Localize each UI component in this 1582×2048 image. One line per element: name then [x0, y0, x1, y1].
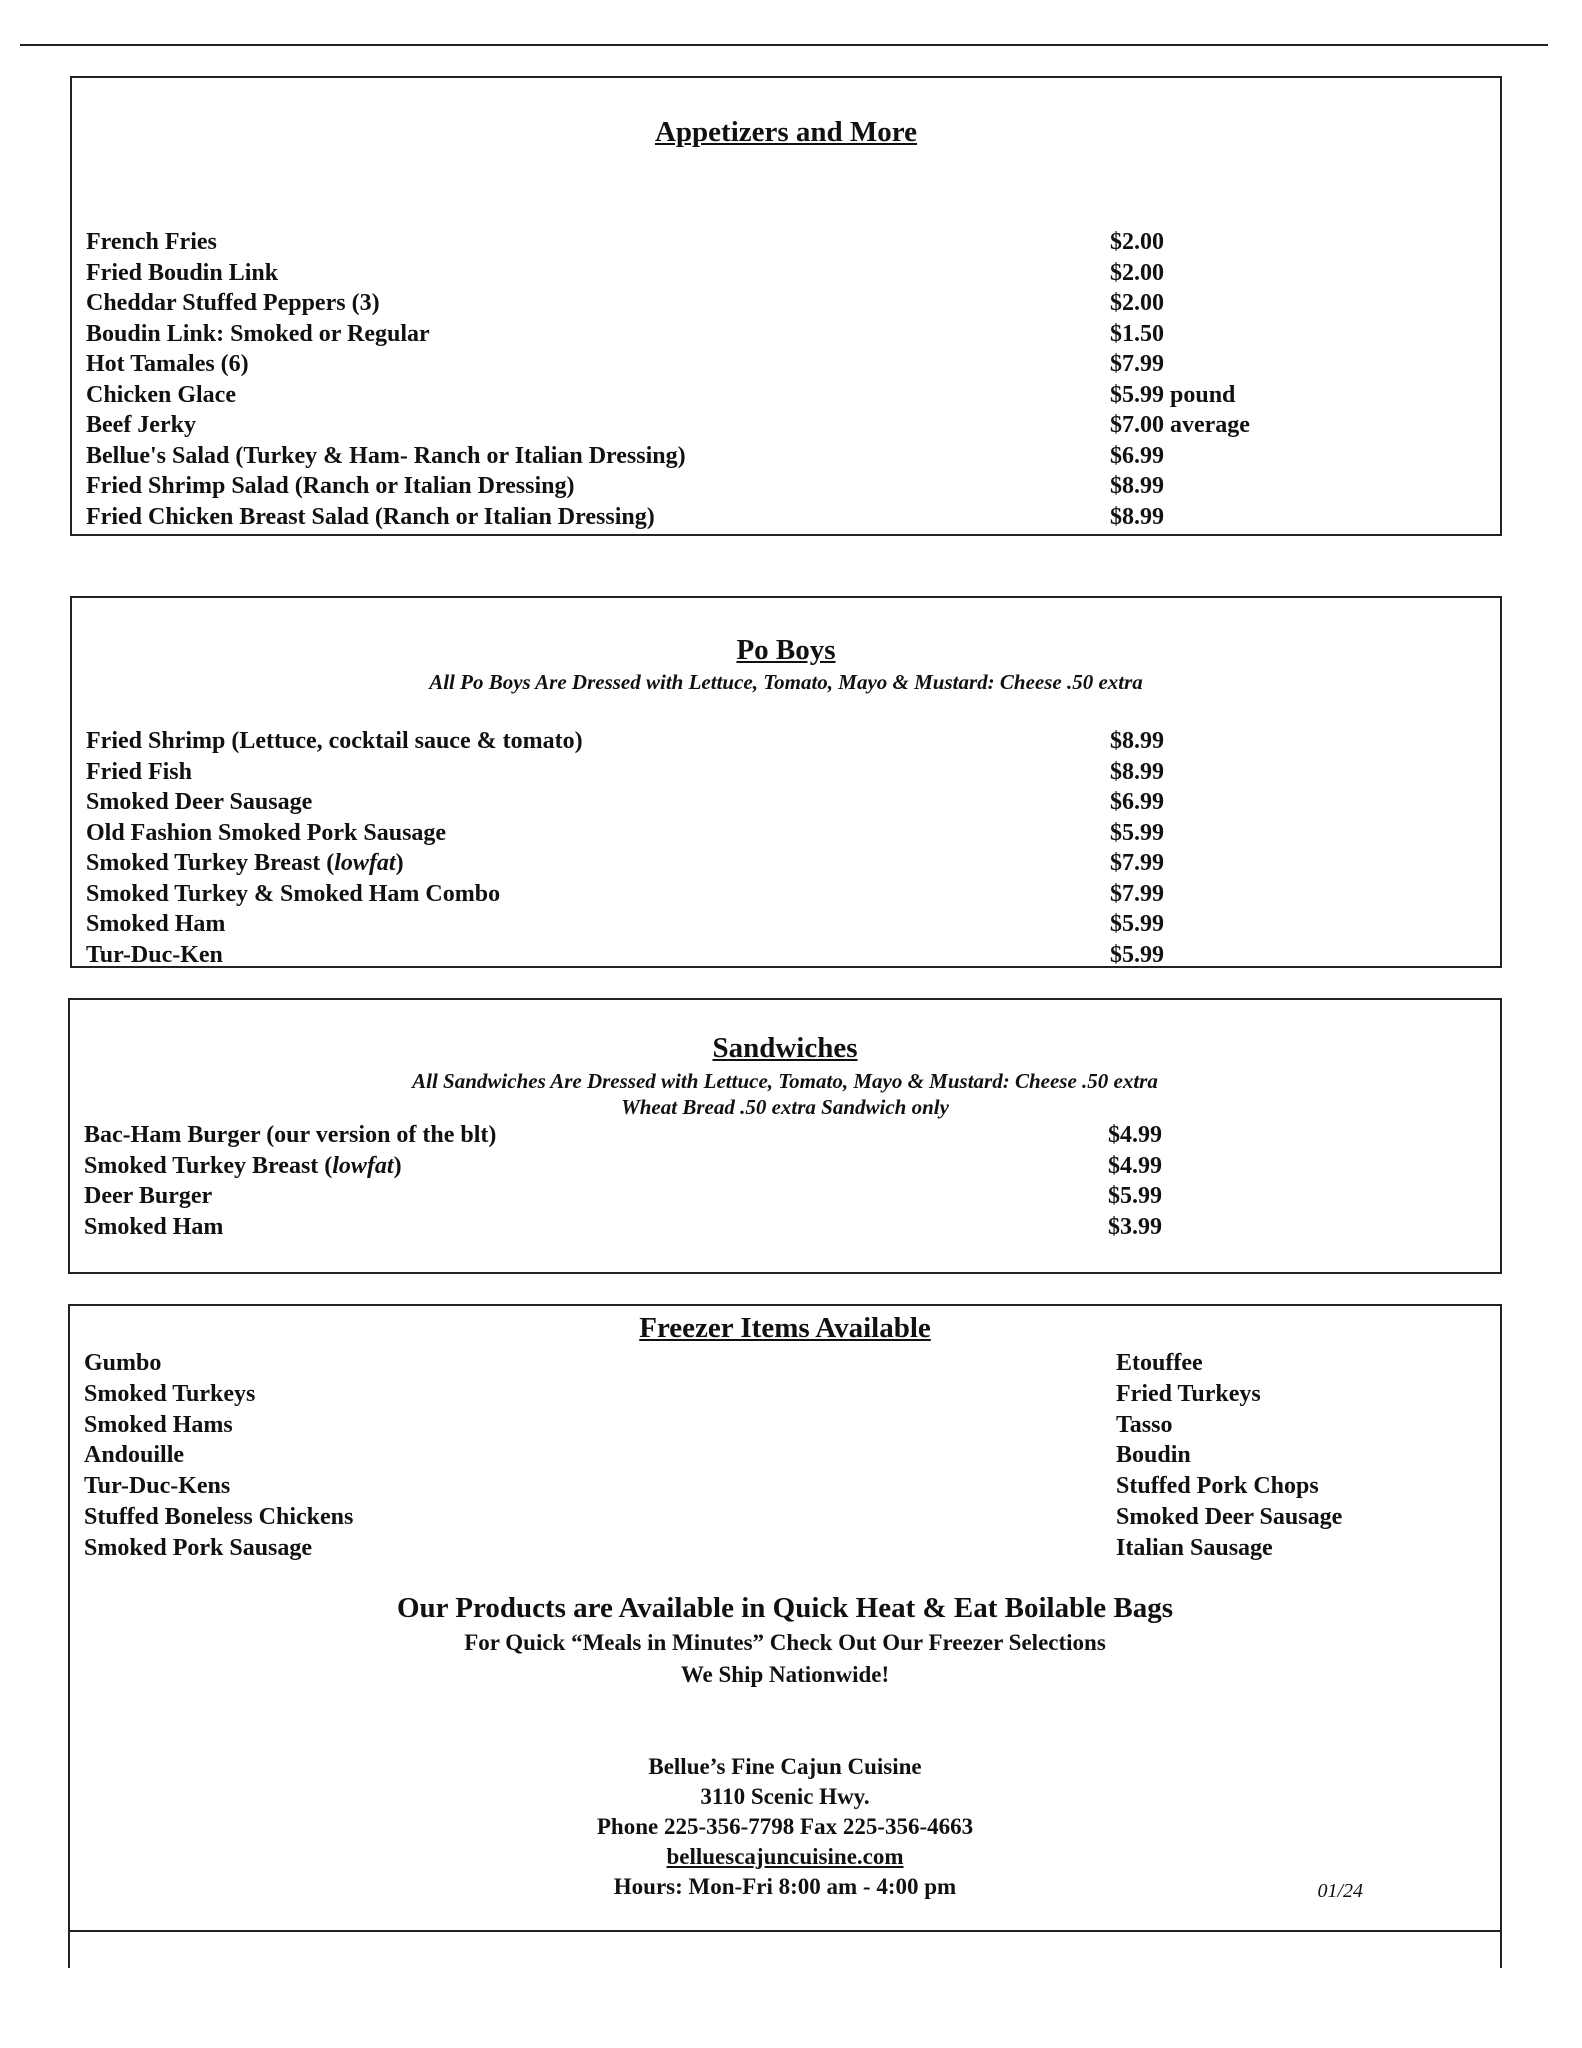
menu-item-price: $8.99 [1110, 728, 1164, 754]
menu-item-price: $4.99 [1108, 1122, 1162, 1148]
sandwiches-subtitle: All Sandwiches Are Dressed with Lettuce, Tomato, Mayo & Mustard: Cheese .50 extra [412, 1069, 1158, 1093]
menu-item [86, 818, 1486, 849]
business-address: 3110 Scenic Hwy. [700, 1784, 870, 1809]
freezer-item: Tasso [1116, 1411, 1173, 1438]
menu-item-name: Tur-Duc-Ken [86, 941, 223, 968]
revision-date: 01/24 [1317, 1880, 1363, 1902]
menu-item-name: Fried Shrimp (Lettuce, cocktail sauce & tomato) [86, 728, 583, 754]
menu-item-name: Fried Shrimp Salad (Ranch or Italian Dressing) [86, 473, 575, 499]
menu-item [86, 227, 1486, 258]
sandwiches-title: Sandwiches [712, 1032, 858, 1064]
menu-item-name: Smoked Ham [86, 911, 226, 937]
menu-item [84, 1181, 1486, 1212]
menu-item [86, 319, 1486, 350]
sandwiches-section [68, 998, 1502, 1274]
menu-item [86, 502, 1486, 533]
freezer-item: Tur-Duc-Kens [84, 1473, 231, 1500]
poboys-section [70, 596, 1502, 968]
freezer-item: Italian Sausage [1116, 1534, 1273, 1561]
menu-item-name: Bac-Ham Burger (our version of the blt) [84, 1122, 497, 1148]
freezer-list-left [84, 1348, 353, 1564]
menu-item-price: $5.99 [1110, 819, 1164, 846]
poboys-subtitle: All Po Boys Are Dressed with Lettuce, Tomato, Mayo & Mustard: Cheese .50 extra [429, 670, 1143, 694]
menu-item-price: $8.99 [1110, 473, 1164, 499]
menu-item [84, 1120, 1486, 1151]
menu-item [86, 940, 1486, 971]
menu-item-price: $7.00 average [1110, 412, 1250, 438]
menu-item-name: Fried Chicken Breast Salad (Ranch or Italian Dressing) [86, 503, 655, 530]
menu-item [86, 380, 1486, 411]
menu-item-price: $2.00 [1110, 290, 1164, 316]
business-phone-fax: Phone 225-356-7798 Fax 225-356-4663 [596, 1814, 974, 1839]
menu-item-name: French Fries [86, 229, 217, 255]
promo-headline: Our Products are Available in Quick Heat & Eat Boilable Bags [396, 1592, 1174, 1624]
menu-item [86, 258, 1486, 289]
freezer-item: Etouffee [1116, 1350, 1203, 1376]
freezer-list-right [1116, 1348, 1342, 1564]
freezer-item: Smoked Hams [84, 1411, 233, 1438]
poboys-list [86, 726, 1486, 970]
menu-item-name: Smoked Deer Sausage [86, 789, 313, 815]
menu-item-name: Fried Boudin Link [86, 259, 279, 286]
freezer-item: Fried Turkeys [1116, 1380, 1261, 1407]
menu-item-name: Chicken Glace [86, 381, 236, 408]
menu-item [84, 1212, 1486, 1243]
freezer-item: Gumbo [84, 1350, 162, 1376]
menu-item-price: $1.50 [1110, 320, 1164, 347]
menu-item-price: $5.99 pound [1110, 381, 1236, 408]
freezer-item: Smoked Turkeys [84, 1380, 256, 1407]
poboys-title: Po Boys [736, 634, 836, 666]
freezer-title: Freezer Items Available [639, 1312, 931, 1344]
menu-item-price: $6.99 [1110, 442, 1164, 469]
menu-item-price: $2.00 [1110, 229, 1164, 255]
promo-subline: For Quick “Meals in Minutes” Check Out Our Freezer Selections [464, 1630, 1106, 1655]
menu-item-name: Smoked Ham [84, 1213, 224, 1240]
menu-item-price: $4.99 [1108, 1152, 1162, 1179]
menu-item-price: $8.99 [1110, 503, 1164, 530]
freezer-item: Smoked Pork Sausage [84, 1534, 313, 1561]
menu-item-name: Old Fashion Smoked Pork Sausage [86, 819, 447, 846]
menu-item [86, 787, 1486, 818]
menu-item [86, 288, 1486, 319]
menu-item [84, 1151, 1486, 1182]
menu-item-name: Beef Jerky [86, 412, 196, 438]
menu-item-price: $8.99 [1110, 758, 1164, 785]
menu-item-price: $3.99 [1108, 1213, 1162, 1240]
appetizers-section [70, 76, 1502, 536]
freezer-item: Stuffed Pork Chops [1116, 1473, 1319, 1500]
menu-item [86, 726, 1486, 757]
menu-item-price: $5.99 [1108, 1183, 1162, 1209]
menu-item-name: Smoked Turkey Breast (lowfat) [84, 1152, 402, 1179]
menu-item-name: Deer Burger [84, 1183, 213, 1209]
menu-item-name: Cheddar Stuffed Peppers (3) [86, 290, 380, 316]
appetizers-title: Appetizers and More [654, 116, 918, 148]
menu-item-price: $6.99 [1110, 789, 1164, 815]
menu-item-name: Hot Tamales (6) [86, 351, 249, 377]
sandwiches-subtitle-wheat: Wheat Bread .50 extra Sandwich only [621, 1095, 949, 1119]
freezer-item: Boudin [1116, 1442, 1191, 1469]
freezer-item: Smoked Deer Sausage [1116, 1503, 1343, 1530]
menu-item [86, 879, 1486, 910]
menu-item [86, 471, 1486, 502]
menu-item [86, 909, 1486, 940]
menu-item [86, 410, 1486, 441]
business-hours: Hours: Mon-Fri 8:00 am - 4:00 pm [613, 1874, 957, 1899]
appetizers-list [86, 227, 1486, 532]
menu-item [86, 848, 1486, 879]
menu-item-price: $7.99 [1110, 850, 1164, 876]
promo-ship: We Ship Nationwide! [680, 1662, 890, 1687]
sandwiches-list [84, 1120, 1486, 1242]
menu-item-name: Smoked Turkey & Smoked Ham Combo [86, 880, 501, 907]
menu-item [86, 349, 1486, 380]
business-website-link[interactable]: belluescajuncuisine.com [666, 1844, 904, 1869]
freezer-item: Stuffed Boneless Chickens [84, 1503, 354, 1530]
freezer-item: Andouille [84, 1442, 185, 1469]
menu-item [86, 441, 1486, 472]
menu-item-name: Boudin Link: Smoked or Regular [86, 320, 430, 347]
business-name: Bellue’s Fine Cajun Cuisine [648, 1754, 922, 1779]
menu-item-price: $5.99 [1110, 911, 1164, 937]
bottom-frame [68, 1930, 1502, 1968]
menu-item-price: $5.99 [1110, 941, 1164, 968]
menu-item [86, 757, 1486, 788]
menu-item-price: $7.99 [1110, 351, 1164, 377]
menu-item-name: Fried Fish [86, 758, 192, 785]
menu-item-price: $2.00 [1110, 259, 1164, 286]
top-rule [20, 44, 1548, 46]
menu-item-price: $7.99 [1110, 880, 1164, 907]
freezer-section [68, 1304, 1502, 1932]
menu-item-name: Bellue's Salad (Turkey & Ham- Ranch or Italian Dressing) [86, 442, 686, 469]
menu-item-name: Smoked Turkey Breast (lowfat) [86, 850, 404, 876]
